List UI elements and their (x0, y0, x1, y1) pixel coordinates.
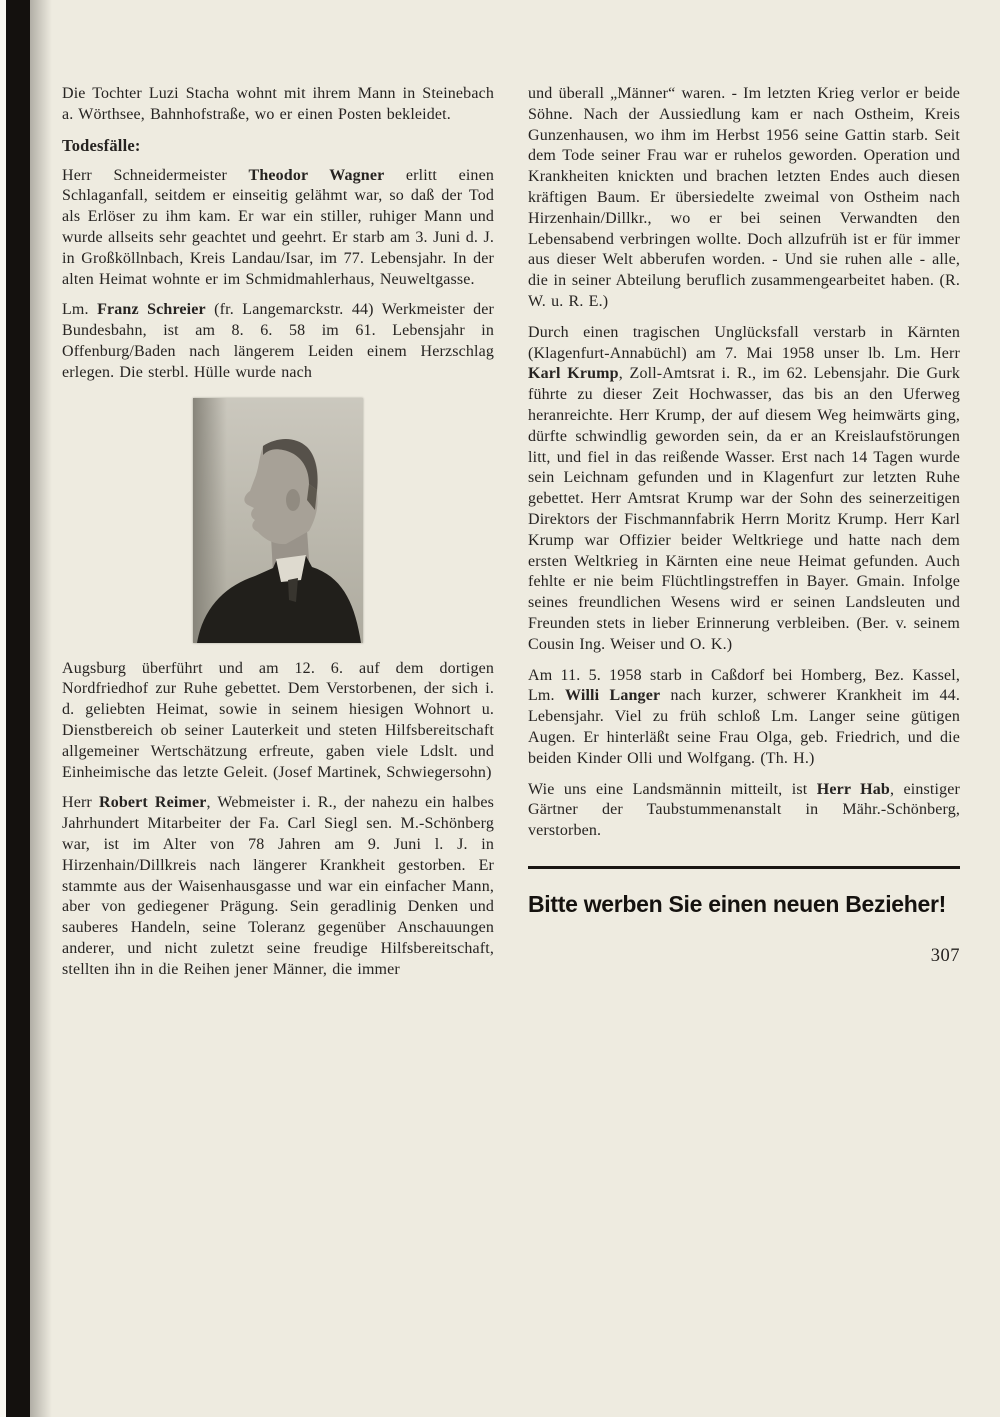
text-run: Durch einen tragischen Unglücksfall verstarb in Kärnten (Klagenfurt-Annabüchl) am 7. Mai 1958 unser lb. Lm. Herr (528, 323, 960, 362)
text-run: Am 11. 5. 1958 starb in Caßdorf bei Homberg, Bez. Kassel, Lm. (528, 666, 960, 705)
deceased-name-schreier: Franz Schreier (97, 301, 206, 319)
right-column (528, 84, 960, 991)
portrait-photo (193, 398, 363, 643)
obituary-reimer (62, 793, 494, 980)
left-column (62, 84, 494, 991)
text-run: (fr. Langemarckstr. 44) Werkmeister der Bundesbahn, ist am 8. 6. 58 im 61. Lebensjahr in Offenburg/Baden nach längerem Leiden einem Herzschlag erlegen. Die sterbl. Hülle wurde nach (62, 301, 494, 381)
deceased-name-reimer: Robert Reimer (98, 794, 207, 812)
obituary-reimer-continued: und überall „Männer“ waren. - Im letzten Krieg verlor er beide Söhne. Nach der Aussiedlung kam er nach Ostheim, Kreis Gunzenhausen, wo ihm im Herbst 1956 seine Gattin starb. Seit dem Tode seiner Frau war er ruhelos geworden. Operation und Krankheiten knickten und brachen letzten Endes auch diesen kräftigen Baum. Er übersiedelte zweimal von Ostheim nach Hirzenhain/Dillkr., wo er bei seinen Verwandten den Lebensabend verbringen wollte. Doch allzufrüh ist er für immer aus dieser Welt abberufen worden. - Und sie ruhen alle - alle, die in seiner Abteilung beruflich zusammengearbeitet haben. (R. W. u. R. E.) (528, 85, 960, 310)
subscription-slogan: Bitte werben Sie einen neuen Bezieher! (528, 890, 947, 917)
divider-rule (528, 866, 960, 869)
deceased-name-wagner: Theodor Wagner (248, 166, 385, 184)
page-number: 307 (930, 945, 960, 966)
scan-edge-binding (6, 0, 30, 1417)
text-run: Lm. (62, 301, 98, 319)
deceased-name-langer: Willi Langer (564, 687, 661, 705)
text-run: Herr (62, 794, 99, 812)
text-run: , einstiger Gärtner der Taubstummenanstalt in Mähr.-Schönberg, verstorben. (528, 780, 960, 840)
paragraph-intro: Die Tochter Luzi Stacha wohnt mit ihrem Mann in Steinebach a. Wörthsee, Bahnhofstraße, wo er einen Posten bekleidet. (62, 85, 494, 123)
text-run: Herr Schneidermeister (62, 166, 249, 184)
text-run: erlitt einen Schlaganfall, seitdem er einseitig gelähmt war, so daß der Tod als Erlöser zu ihm kam. Er war ein stiller, ruhiger Mann und wurde allseits sehr geachtet und geehrt. Er starb am 3. Juni d. J. in Großköllnbach, Kreis Landau/Isar, im 77. Lebensjahr. In der alten Heimat wohnte er im Schmidmahlerhaus, Neuweltgasse. (62, 166, 494, 288)
obituary-wagner (62, 166, 494, 291)
page-content (62, 84, 960, 991)
section-heading-todesfaelle: Todesfälle: (62, 135, 141, 155)
text-run: , Webmeister i. R., der nahezu ein halbes Jahrhundert Mitarbeiter der Fa. Carl Siegl sen. M.-Schönberg war, ist im Alter von 78 Jahren am 9. Juni l. J. in Hirzenhain/Dillkreis nach längerer Krankheit gestorben. Er stammte aus der Waisenhausgasse und war ein einfacher Mann, aber von gediegener Prägung. Sein geradlinig Denken und sauberes Handeln, seine Toleranz gegenüber Anschauungen anderer, und nicht zuletzt seine freudige Hilfsbereitschaft, stellten ihn in die Reihen jener Männer, die immer (62, 794, 494, 978)
obituary-krump (528, 323, 960, 656)
obituary-schreier (62, 300, 494, 383)
deceased-name-krump: Karl Krump (528, 365, 619, 383)
obituary-schreier-continued: Augsburg überführt und am 12. 6. auf dem dortigen Nordfriedhof zur Ruhe gebettet. Dem Verstorbenen, der sich i. d. geliebten Heimat, sowie in seinem hiesigen Wohnort u. Dienstbereich ob seiner Lauterkeit und steten Hilfsbereitschaft allgemeiner Wertschätzung erfreute, gaben viele Ldslt. und Einheimische das letzte Geleit. (Josef Martinek, Schwiegersohn) (62, 659, 494, 781)
text-run: Wie uns eine Landsmännin mitteilt, ist (528, 780, 817, 798)
deceased-name-hab: Herr Hab (816, 780, 890, 798)
scan-edge-shadow (30, 0, 52, 1417)
text-run: , Zoll-Amtsrat i. R., im 62. Lebensjahr. Die Gurk führte zu dieser Zeit Hochwasser, das bis an den Uferweg heranreichte. Herr Krump, der auf diesem Weg heimwärts ging, dürfte schwindlig geworden sein, da er an Kreislaufstörungen litt, und fiel in das reißende Wasser. Erst nach 14 Tagen wurde sein Leichnam gefunden und in Klagenfurt zur letzten Ruhe gebettet. Herr Amtsrat Krump war der Sohn des seinerzeitigen Direktors der Fischmannfabrik Herrn Moritz Krump. Herr Karl Krump war Offizier beider Weltkriege und hatte nach dem ersten Weltkrieg in Kärnten eine neue Heimat gefunden. Auch fehlte er nie beim Flüchtlingstreffen in Bayer. Gmain. Infolge seines freundlichen Wesens wird er seinen Landsleuten und Freunden stets in lieber Erinnerung verbleiben. (Ber. v. seinem Cousin Ing. Weiser und O. K.) (528, 365, 961, 653)
text-run: nach kurzer, schwerer Krankheit im 44. Lebensjahr. Viel zu früh schloß Lm. Langer seine gütigen Augen. Er hinterläßt seine Frau Olga, geb. Friedrich, und die beiden Kinder Olli und Wolfgang. (Th. H.) (528, 687, 960, 767)
obituary-hab (528, 780, 960, 842)
obituary-langer (528, 666, 960, 770)
portrait-silhouette (193, 398, 363, 643)
